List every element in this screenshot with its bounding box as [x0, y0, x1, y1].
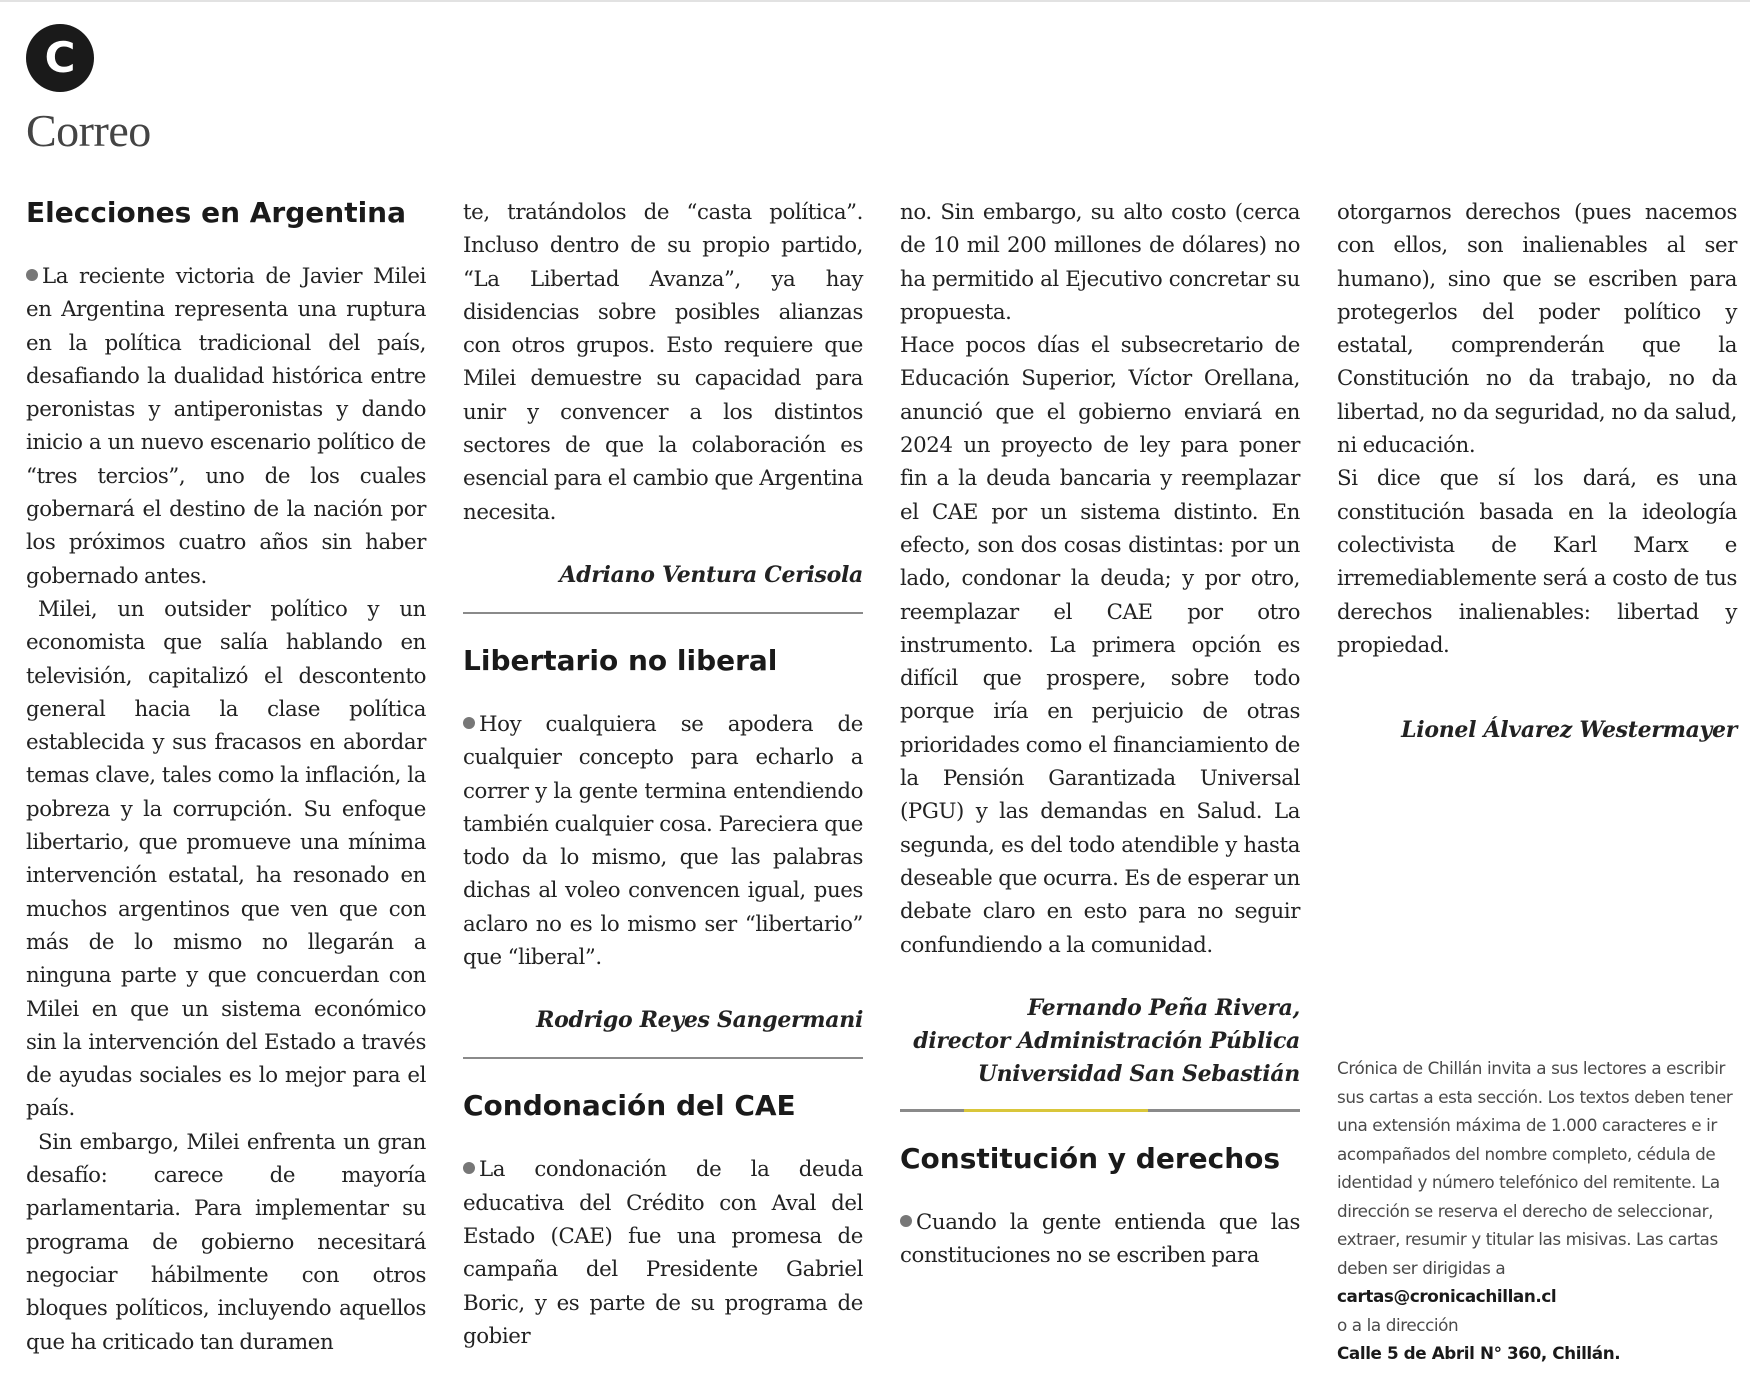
letter-paragraph: te, tratándolos de “casta política”. Incluso dentro de su propio partido, “La Libertad Avanza”, ya hay disidencias sobre posibles alianzas con otros grupos. Esto requiere que Milei demuestre su capacidad para unir y convencer a los distintos sectores de que la colaboración es esencial para el cambio que Argentina necesita. [463, 200, 863, 525]
bullet-icon [463, 717, 475, 729]
letter-paragraph: Cuando la gente entienda que las constituciones no se escriben para [900, 1209, 1300, 1269]
signature-elecciones: Adriano Ventura Cerisola [559, 561, 863, 588]
top-rule [0, 0, 1750, 2]
section-title: Correo [26, 105, 151, 156]
address-label: o a la dirección [1337, 1314, 1459, 1335]
submission-info [1337, 1054, 1737, 1368]
letter-paragraph: Sin embargo, Milei enfrenta un gran desafío: carece de mayoría parlamentaria. Para implementar su programa de gobierno necesitará negociar hábilmente con otros bloques políticos, incluyendo aquellos que ha criticado tan duramen [26, 1129, 426, 1355]
letter-paragraph: Hoy cualquiera se apodera de cualquier concepto para echarlo a correr y la gente termina entendiendo también cualquier cosa. Pareciera que todo da lo mismo, que las palabras dichas al voleo convencen igual, pues aclaro no es lo mismo ser “libertario” que “liberal”. [463, 711, 863, 971]
contact-address: Calle 5 de Abril N° 360, Chillán. [1337, 1343, 1621, 1363]
signature-constitucion: Lionel Álvarez Westermayer [1401, 717, 1737, 744]
letter-paragraph: Si dice que sí los dará, es una constitución basada en la ideología colectivista de Karl Marx e irremediablemente será a costo de tus derechos inalienables: libertad y propiedad. [1337, 466, 1737, 658]
letter-paragraph: no. Sin embargo, su alto costo (cerca de 10 mil 200 millones de dólares) no ha permitido al Ejecutivo concretar su propuesta. [900, 200, 1300, 325]
signature-cae-institution: Universidad San Sebastián [977, 1060, 1300, 1087]
bullet-icon [900, 1215, 912, 1227]
headline-constitucion: Constitución y derechos [900, 1141, 1281, 1175]
divider [463, 612, 863, 614]
letter-paragraph: La reciente victoria de Javier Milei en Argentina representa una ruptura en la política tradicional del país, desafiando la dualidad histórica entre peronistas y antiperonistas y dando inicio a un nuevo escenario político de “tres tercios”, uno de los cuales gobernará el destino de la nación por los próximos cuatro años sin haber gobernado antes. [26, 264, 426, 589]
letter-paragraph: Hace pocos días el subsecretario de Educación Superior, Víctor Orellana, anunció que el gobierno enviará en 2024 un proyecto de ley para poner fin a la deuda bancaria y reemplazar el CAE por un sistema distinto. En efecto, son dos cosas distintas: por un lado, condonar la deuda; y por otro, reemplazar el CAE por otro instrumento. La primera opción es difícil que prospere, sobre todo porque iría en perjuicio de otras prioridades como el financiamiento de la Pensión Garantizada Universal (PGU) y las demandas en Salud. La segunda, es del todo atendible y hasta deseable que ocurra. Es de esperar un debate claro en esto para no seguir confundiendo a la comunidad. [900, 333, 1300, 958]
column-2 [463, 196, 863, 1353]
signature-cae-title: director Administración Pública [913, 1027, 1300, 1054]
divider [900, 1109, 1300, 1112]
section-badge: C [26, 24, 94, 92]
headline-libertario: Libertario no liberal [463, 643, 778, 677]
column-1 [26, 196, 426, 1359]
letter-paragraph: La condonación de la deuda educativa del Crédito con Aval del Estado (CAE) fue una promesa de campaña del Presidente Gabriel Boric, y es parte de su programa de gobier [463, 1157, 863, 1349]
letter-paragraph: Milei, un outsider político y un economista que salía hablando en televisión, capitalizó el descontento general hacia la clase política establecida y sus fracasos en abordar temas clave, tales como la inflación, la pobreza y la corrupción. Su enfoque libertario, que promueve una mínima intervención estatal, ha resonado en muchos argentinos que ven que con más de lo mismo no llegarán a ninguna parte y que concuerdan con Milei en que un sistema económico sin la intervención del Estado a través de ayudas sociales es lo mejor para el país. [26, 596, 426, 1122]
column-4 [1337, 196, 1737, 747]
signature-cae-name: Fernando Peña Rivera, [1027, 994, 1300, 1021]
bullet-icon [463, 1162, 475, 1174]
signature-libertario: Rodrigo Reyes Sangermani [536, 1007, 863, 1034]
info-text: Crónica de Chillán invita a sus lectores a escribir sus cartas a esta sección. Los textos deben tener una extensión máxima de 1.000 caracteres e ir acompañados del nombre completo, cédula de identidad y número telefónico del remitente. La dirección se reserva el derecho de seleccionar, extraer, resumir y titular las misivas. Las cartas deben ser dirigidas a [1337, 1058, 1733, 1278]
bullet-icon [26, 269, 38, 281]
headline-cae: Condonación del CAE [463, 1089, 796, 1123]
letter-paragraph: otorgarnos derechos (pues nacemos con ellos, son inalienables al ser humano), sino que se escriben para protegerlos del poder político y estatal, comprenderán que la Constitución no da trabajo, no da libertad, no da seguridad, no da salud, ni educación. [1337, 200, 1737, 459]
headline-elecciones: Elecciones en Argentina [26, 196, 407, 229]
contact-email[interactable]: cartas@cronicachillan.cl [1337, 1286, 1557, 1306]
divider [463, 1057, 863, 1059]
column-3 [900, 196, 1300, 1272]
